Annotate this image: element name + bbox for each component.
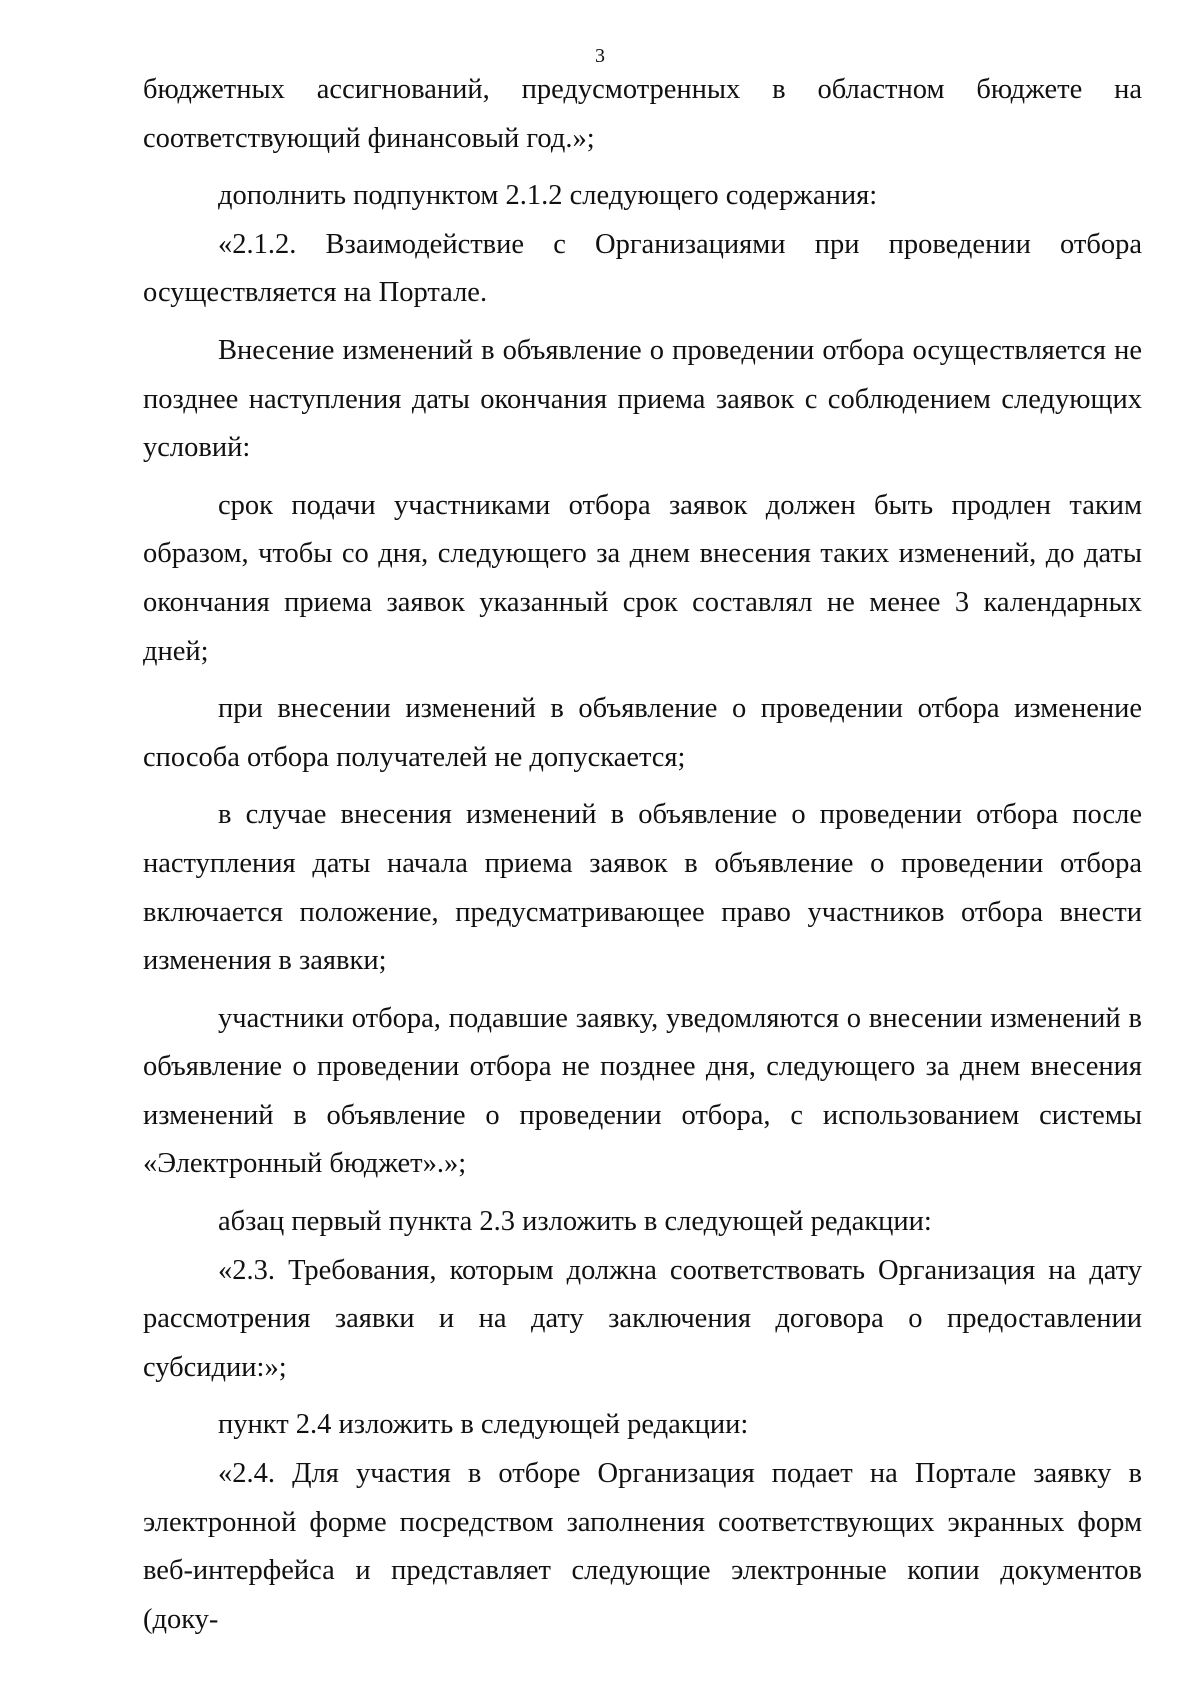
paragraph-method-unchanged: при внесении изменений в объявление о проведении отбора изменение способа отбора получателей не допускается;: [143, 693, 1142, 773]
document-body: [143, 66, 1142, 1644]
paragraph-2-4-intro: пункт 2.4 изложить в следующей редакции:: [218, 1409, 749, 1441]
paragraph-2-1-2: «2.1.2. Взаимодействие с Организациями при проведении отбора осуществляется на Портале.: [143, 228, 1142, 309]
paragraph-amendment-intro: дополнить подпунктом 2.1.2 следующего содержания:: [218, 180, 878, 212]
paragraph-right-to-amend: в случае внесения изменений в объявление о проведении отбора после наступления даты начала приема заявок в объявление о проведении отбора включается положение, предусматривающее право участников отбора внести изменения в заявки;: [143, 799, 1142, 977]
paragraph-continuation: бюджетных ассигнований, предусмотренных в областном бюджете на соответствующий финансовый год.»;: [143, 74, 1142, 154]
paragraph-2-3-intro: абзац первый пункта 2.3 изложить в следующей редакции:: [218, 1206, 932, 1238]
paragraph-2-3: «2.3. Требования, которым должна соответствовать Организация на дату рассмотрения заявки и на дату заключения договора о предоставлении субсидии:»;: [143, 1254, 1142, 1383]
paragraph-notification: участники отбора, подавшие заявку, уведомляются о внесении изменений в объявление о проведении отбора не позднее дня, следующего за днем внесения изменений в объявление о проведении отбора, с использованием системы «Электронный бюджет».»;: [143, 1002, 1142, 1180]
paragraph-extension-term: срок подачи участниками отбора заявок должен быть продлен таким образом, чтобы со дня, следующего за днем внесения таких изменений, до даты окончания приема заявок указанный срок составлял не менее 3 календарных дней;: [143, 489, 1142, 667]
paragraph-2-4: «2.4. Для участия в отборе Организация подает на Портале заявку в электронной форме посредством заполнения соответствующих экранных форм веб-интерфейса и представляет следующие электронные копии документов (доку-: [143, 1458, 1142, 1635]
page-number: 3: [595, 45, 605, 67]
paragraph-changes-deadline: Внесение изменений в объявление о проведении отбора осуществляется не позднее наступления даты окончания приема заявок с соблюдением следующих условий:: [143, 334, 1142, 464]
